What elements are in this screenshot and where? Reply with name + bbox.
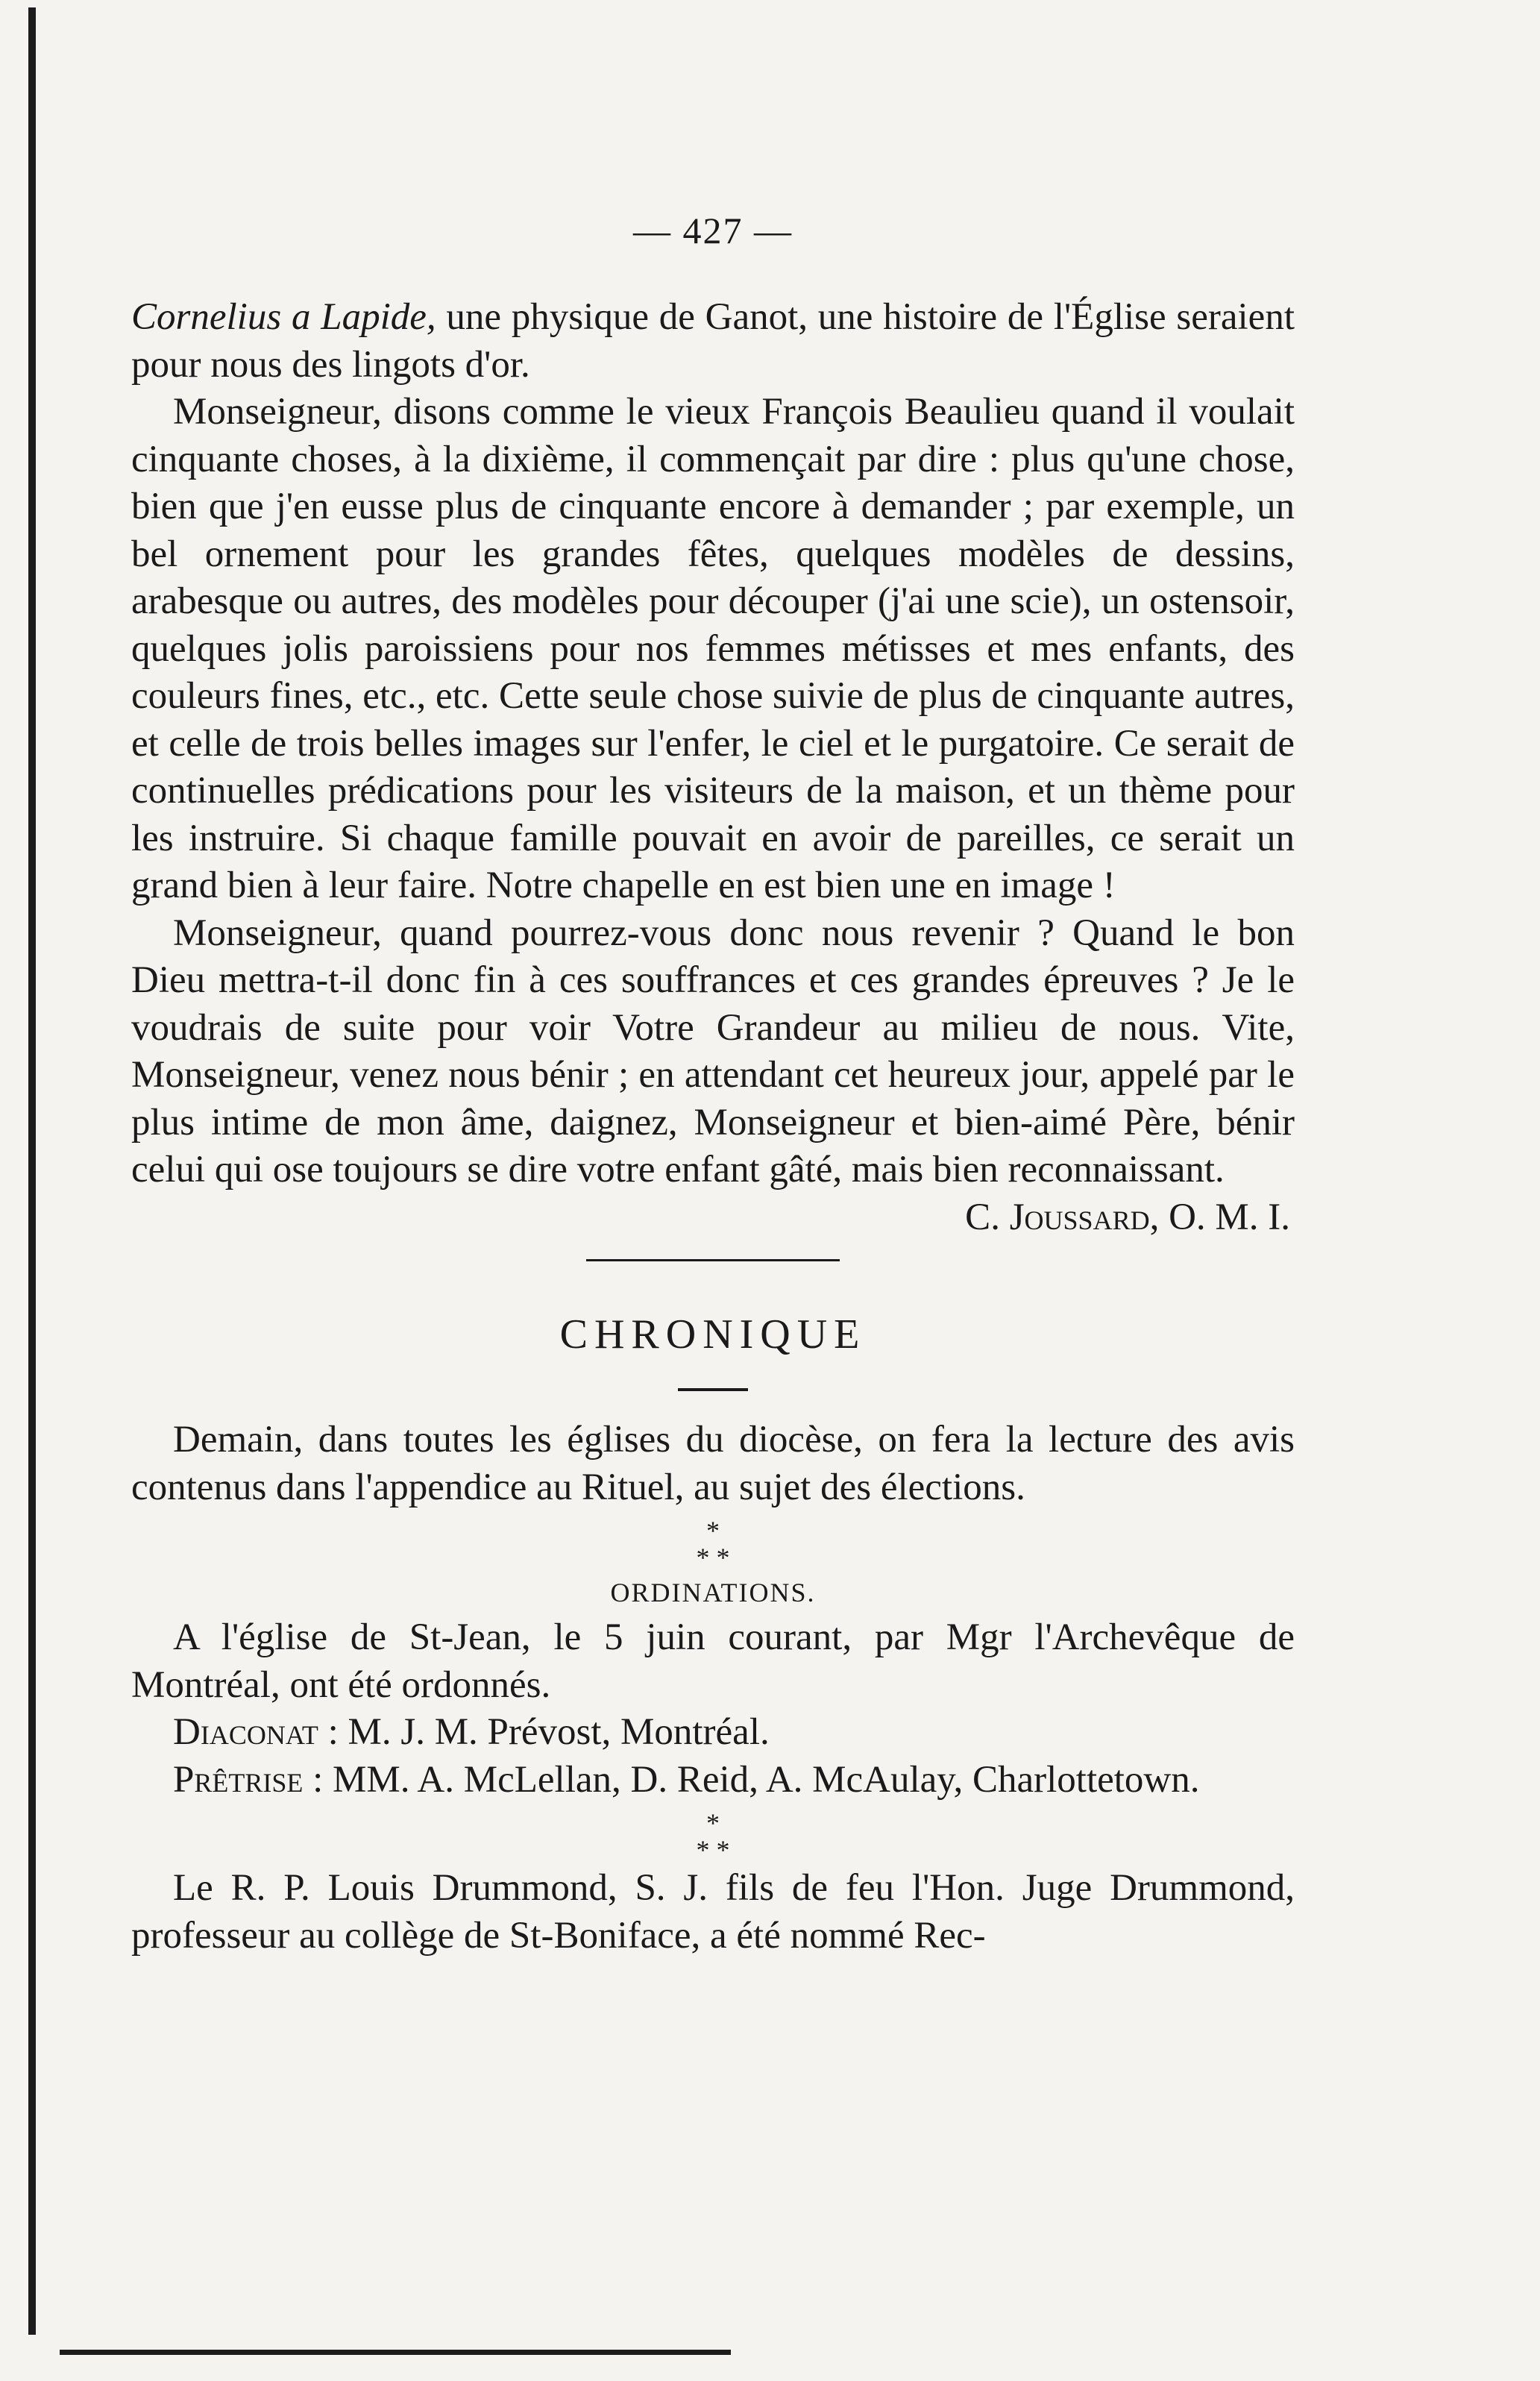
- ordinations-text: A l'église de St-Jean, le 5 juin courant, par Mgr l'Archevêque de Montréal, ont été ordonnés.: [131, 1616, 1295, 1706]
- letter-paragraph-2: Monseigneur, disons comme le vieux François Beaulieu quand il voulait cinquante choses, à la dixième, il commençait par dire : plus qu'une chose, bien que j'en eusse plus de cinquante encore à demander ; par exemple, un bel ornement pour les grandes fêtes, quelques modèles de dessins, arabesque ou autres, des modèles pour découper (j'ai une scie), un ostensoir, quelques jolis paroissiens pour nos femmes métisses et mes enfants, des couleurs fines, etc., etc. Cette seule chose suivie de plus de cinquante autres, et celle de trois belles images sur l'enfer, le ciel et le purgatoire. Ce serait de continuelles prédications pour les visiteurs de la maison, et un thème pour les instruire. Si chaque famille pouvait en avoir de pareilles, ce serait un grand bien à leur faire. Notre chapelle en est bien une en image !: [131, 391, 1295, 906]
- letter-paragraph-1-rest: une physique de Ganot, une histoire de l'Église seraient pour nous des lingots d'or.: [131, 296, 1295, 386]
- section-divider: [586, 1259, 840, 1261]
- diaconat-label: Diaconat :: [173, 1711, 339, 1753]
- letter-signature: C. Joussard, O. M. I.: [965, 1196, 1290, 1238]
- asterism-top: *: [706, 1516, 720, 1546]
- letter-paragraph-3: Monseigneur, quand pourrez-vous donc nous revenir ? Quand le bon Dieu mettra-t-il donc fin à ces souffrances et ces grandes épreuves ? Je le voudrais de suite pour voir Votre Grandeur au milieu de nous. Vite, Monseigneur, venez nous bénir ; en attendant cet heureux jour, appelé par le plus intime de mon âme, daignez, Monseigneur et bien-aimé Père, bénir celui qui ose toujours se dire votre enfant gâté, mais bien reconnaissant.: [131, 912, 1295, 1190]
- asterism-top: *: [706, 1808, 720, 1838]
- pretrise-label: Prêtrise :: [173, 1758, 324, 1801]
- diaconat-entry: [131, 1709, 1295, 1757]
- final-paragraph: Le R. P. Louis Drummond, S. J. fils de feu l'Hon. Juge Drummond, professeur au collège de St-Boniface, a été nommé Rec-: [131, 1867, 1295, 1957]
- diaconat-text: M. J. M. Prévost, Montréal.: [338, 1711, 770, 1753]
- asterism-bottom: * *: [696, 1835, 730, 1865]
- asterism-bottom: * *: [696, 1543, 730, 1572]
- title-underline: [678, 1388, 748, 1391]
- italic-title: Cornelius a Lapide,: [131, 296, 436, 338]
- ordinations-heading: ORDINATIONS.: [610, 1578, 816, 1607]
- scan-border-bottom: [60, 2350, 731, 2355]
- scan-border-left: [28, 7, 36, 2335]
- page-body: [131, 209, 1295, 1960]
- section-title: CHRONIQUE: [559, 1311, 867, 1358]
- pretrise-text: MM. A. McLellan, D. Reid, A. McAulay, Charlottetown.: [323, 1758, 1200, 1801]
- chronique-intro: Demain, dans toutes les églises du diocèse, on fera la lecture des avis contenus dans l'appendice au Rituel, au sujet des élections.: [131, 1419, 1295, 1508]
- letter-paragraph-1: [131, 294, 1295, 389]
- asterism-1: [131, 1517, 1295, 1571]
- asterism-2: [131, 1810, 1295, 1863]
- page-number: — 427 —: [633, 210, 793, 251]
- pretrise-entry: [131, 1757, 1295, 1804]
